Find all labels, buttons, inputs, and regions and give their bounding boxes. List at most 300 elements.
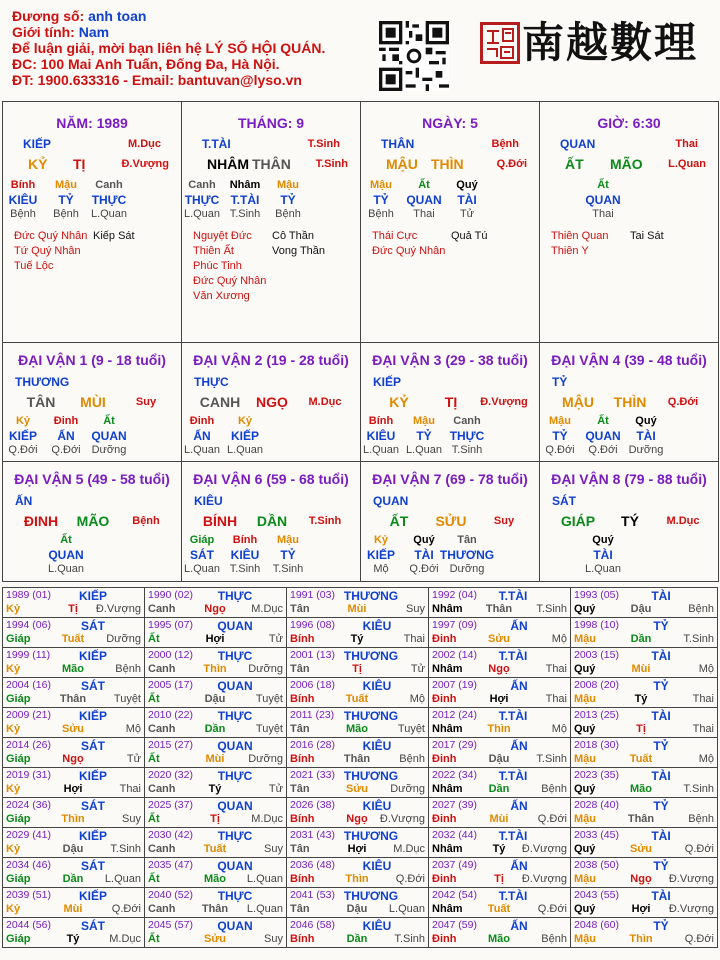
luck-stem: ẤT	[389, 513, 409, 529]
luck-stem: CANH	[199, 394, 241, 410]
annual-phase: Bệnh	[115, 663, 141, 675]
annual-cell	[428, 707, 571, 738]
annual-year: 2009 (21)	[6, 709, 51, 721]
pillar-star: Thiên Y	[551, 245, 589, 257]
annual-cell	[286, 707, 429, 738]
annual-phase: Dưỡng	[390, 783, 425, 795]
luck-branch: DẦN	[256, 513, 288, 529]
annual-stem: Bính	[290, 693, 315, 705]
luck-period-title: ĐẠI VẬN 5 (49 - 58 tuổi)	[14, 471, 170, 487]
annual-ten-god: QUAN	[217, 619, 253, 633]
hidden-stem: Mậu	[55, 179, 77, 191]
annual-phase: Dưỡng	[248, 663, 283, 675]
annual-stem: Tân	[290, 843, 310, 855]
annual-ten-god: KIÊU	[362, 739, 392, 753]
luck-phase: M.Dục	[666, 515, 700, 527]
annual-year: 2028 (40)	[574, 799, 619, 811]
hidden-phase: Bệnh	[53, 208, 79, 220]
annual-phase: Đ.Vượng	[521, 843, 567, 855]
gender-line	[12, 24, 372, 40]
annual-year: 1992 (04)	[432, 589, 477, 601]
pillar-phase: L.Quan	[668, 158, 706, 170]
annual-cell	[2, 617, 145, 648]
annual-ten-god: ẤN	[510, 799, 528, 813]
hidden-ten-god: TỶ	[280, 548, 296, 562]
annual-year: 2041 (53)	[290, 889, 335, 901]
annual-year: 2014 (26)	[6, 739, 51, 751]
pillar-stem-god: KIẾP	[23, 137, 52, 151]
annual-branch: Tuất	[61, 633, 85, 645]
annual-phase: T.Sinh	[683, 783, 714, 795]
hidden-phase: Q.Đới	[409, 563, 439, 575]
gender-label: Giới tính:	[12, 24, 75, 40]
luck-period-box	[539, 342, 719, 462]
annual-cell	[428, 857, 571, 888]
annual-branch: Tị	[68, 603, 78, 615]
annual-year: 2015 (27)	[148, 739, 193, 751]
luck-stem-god: KIÊU	[194, 494, 223, 508]
annual-ten-god: KIẾP	[78, 709, 108, 723]
annual-cell	[286, 857, 429, 888]
annual-phase: M.Dục	[393, 843, 425, 855]
annual-year: 2008 (20)	[574, 679, 619, 691]
luck-stem: BÍNH	[202, 513, 238, 529]
annual-branch: Thìn	[629, 933, 653, 945]
annual-ten-god: TỶ	[653, 859, 669, 873]
hidden-stem: Mậu	[549, 415, 571, 427]
annual-year: 2034 (46)	[6, 859, 51, 871]
annual-cell	[428, 797, 571, 828]
annual-phase: Bệnh	[688, 813, 714, 825]
annual-year: 1998 (10)	[574, 619, 619, 631]
hidden-ten-god: KIÊU	[230, 548, 260, 562]
annual-year: 2013 (25)	[574, 709, 619, 721]
annual-cell	[428, 917, 571, 948]
annual-phase: Bệnh	[541, 783, 567, 795]
annual-stem: Mậu	[574, 633, 596, 645]
annual-ten-god: SÁT	[81, 919, 105, 933]
annual-ten-god: TỶ	[653, 919, 669, 933]
hidden-ten-god: TỶ	[58, 193, 74, 207]
hidden-phase: Mộ	[373, 563, 389, 575]
annual-phase: Suy	[406, 603, 425, 615]
annual-stem: Canh	[148, 843, 176, 855]
annual-stem: Kỷ	[6, 903, 21, 915]
luck-branch: NGỌ	[256, 394, 288, 410]
hidden-phase: L.Quan	[584, 563, 622, 575]
annual-branch: Tý	[634, 693, 648, 705]
annual-branch: Sửu	[629, 843, 653, 855]
pillar-title: GIỜ: 6:30	[597, 115, 661, 131]
annual-phase: T.Sinh	[683, 633, 714, 645]
annual-branch: Dần	[62, 873, 84, 885]
hidden-stem: Tân	[457, 534, 477, 546]
annual-cell	[570, 857, 718, 888]
annual-cell	[144, 767, 287, 798]
annual-branch: Sửu	[345, 783, 369, 795]
luck-stem-god: THỰC	[194, 375, 229, 389]
hidden-phase: T.Sinh	[451, 444, 483, 456]
pillar-star: Nguyệt Đức	[193, 230, 252, 242]
annual-phase: Dưỡng	[106, 633, 141, 645]
annual-branch: Ngọ	[630, 873, 652, 885]
annual-cell	[286, 617, 429, 648]
hidden-ten-god: QUAN	[48, 548, 84, 562]
annual-ten-god: KIÊU	[362, 919, 392, 933]
annual-ten-god: KIÊU	[362, 799, 392, 813]
annual-branch: Tị	[352, 663, 362, 675]
hidden-stem: Quý	[635, 415, 657, 427]
annual-branch: Ngọ	[346, 813, 368, 825]
pillar-star: Văn Xương	[193, 290, 250, 302]
pillar-star-negative: Tai Sát	[630, 230, 664, 242]
annual-branch: Sửu	[203, 933, 227, 945]
annual-branch: Thìn	[487, 723, 511, 735]
annual-cell	[570, 617, 718, 648]
annual-ten-god: ẤN	[510, 919, 528, 933]
header-info	[12, 8, 372, 88]
annual-cell	[144, 827, 287, 858]
annual-branch: Dần	[204, 723, 226, 735]
annual-branch: Mão	[62, 663, 84, 675]
hidden-stem: Giáp	[189, 534, 215, 546]
annual-ten-god: THỰC	[217, 649, 253, 663]
annual-year: 2030 (42)	[148, 829, 193, 841]
luck-period-title: ĐẠI VẬN 8 (79 - 88 tuổi)	[551, 471, 707, 487]
pillar-star-negative: Cô Thần	[272, 230, 314, 242]
hidden-phase: L.Quan	[183, 563, 221, 575]
hidden-phase: Thai	[592, 208, 614, 220]
annual-cell	[2, 857, 145, 888]
hidden-stem: Bính	[10, 179, 36, 191]
annual-year: 2002 (14)	[432, 649, 477, 661]
annual-stem: Ất	[148, 753, 160, 765]
hidden-stem: Ất	[418, 179, 430, 191]
annual-ten-god: THỰC	[217, 889, 253, 903]
annual-phase: Tuyệt	[255, 693, 283, 705]
annual-phase: Q.Đới	[684, 933, 714, 945]
pillar-star-negative: Vong Thần	[272, 245, 326, 257]
annual-ten-god: ẤN	[510, 859, 528, 873]
annual-year: 2043 (55)	[574, 889, 619, 901]
annual-cell	[144, 647, 287, 678]
annual-cell	[570, 827, 718, 858]
annual-phase: T.Sinh	[536, 753, 567, 765]
annual-phase: Đ.Vượng	[668, 873, 714, 885]
hidden-phase: L.Quan	[183, 208, 221, 220]
annual-cell	[144, 587, 287, 618]
annual-phase: Đ.Vượng	[668, 903, 714, 915]
annual-branch: Mão	[346, 723, 368, 735]
luck-phase: Suy	[493, 515, 515, 527]
annual-stem: Mậu	[574, 753, 596, 765]
hidden-stem: Canh	[453, 415, 481, 427]
annual-stem: Bính	[290, 753, 315, 765]
luck-phase: Bệnh	[132, 515, 160, 527]
annual-ten-god: T.TÀI	[498, 709, 528, 723]
annual-ten-god: TÀI	[651, 829, 671, 843]
pillar-box	[2, 101, 182, 343]
annual-ten-god: SÁT	[81, 739, 105, 753]
hidden-phase: Thai	[413, 208, 435, 220]
annual-stem: Nhâm	[432, 603, 463, 615]
annual-phase: Q.Đới	[537, 813, 567, 825]
annual-year: 2035 (47)	[148, 859, 193, 871]
annual-ten-god: THỰC	[217, 769, 253, 783]
annual-cell	[144, 677, 287, 708]
annual-cell	[2, 677, 145, 708]
annual-branch: Dậu	[204, 693, 226, 705]
hidden-ten-god: KIÊU	[366, 429, 396, 443]
pillar-branch: THÌN	[431, 156, 464, 172]
hidden-ten-god: ẤN	[193, 429, 211, 443]
hidden-phase: Bệnh	[275, 208, 301, 220]
annual-stem: Giáp	[6, 753, 31, 765]
annual-ten-god: T.TÀI	[498, 829, 528, 843]
annual-year: 1990 (02)	[148, 589, 193, 601]
pillar-box	[539, 101, 719, 343]
annual-phase: Suy	[264, 843, 283, 855]
pillar-stem: KỶ	[28, 156, 48, 172]
annual-ten-god: TỶ	[653, 739, 669, 753]
annual-year: 2047 (59)	[432, 919, 477, 931]
luck-stem: ĐINH	[23, 513, 59, 529]
annual-year: 2031 (43)	[290, 829, 335, 841]
annual-phase: Mộ	[125, 723, 141, 735]
hidden-phase: L.Quan	[226, 444, 264, 456]
annual-branch: Mão	[204, 873, 226, 885]
annual-ten-god: THƯƠNG	[343, 829, 399, 843]
annual-cell	[286, 887, 429, 918]
hidden-phase: Tử	[459, 208, 475, 220]
annual-stem: Quý	[574, 783, 596, 795]
annual-cell	[428, 647, 571, 678]
annual-branch: Tị	[210, 813, 220, 825]
hidden-stem: Bính	[232, 534, 258, 546]
four-pillars-section	[2, 101, 718, 343]
annual-phase: Bệnh	[399, 753, 425, 765]
hidden-stem: Mậu	[277, 179, 299, 191]
annual-stem: Kỷ	[6, 603, 21, 615]
annual-ten-god: QUAN	[217, 799, 253, 813]
luck-period-box	[539, 461, 719, 582]
hidden-stem: Bính	[368, 415, 394, 427]
contact-intro: Để luận giải, mời bạn liên hệ LÝ SỐ HỘI QUÁN.	[12, 40, 326, 56]
pillar-phase: Q.Đới	[496, 158, 527, 170]
annual-stem: Bính	[290, 933, 315, 945]
annual-phase: T.Sinh	[536, 603, 567, 615]
annual-cell	[570, 707, 718, 738]
annual-year: 1989 (01)	[6, 589, 51, 601]
annual-branch: Thìn	[203, 663, 227, 675]
annual-year: 1994 (06)	[6, 619, 51, 631]
annual-branch: Mùi	[205, 753, 225, 765]
annual-cell	[144, 617, 287, 648]
annual-stem: Giáp	[6, 693, 31, 705]
annual-ten-god: SÁT	[81, 619, 105, 633]
annual-year: 2001 (13)	[290, 649, 335, 661]
annual-stem: Đinh	[432, 873, 457, 885]
annual-branch: Dần	[346, 933, 368, 945]
annual-year: 2042 (54)	[432, 889, 477, 901]
luck-phase: M.Dục	[308, 396, 342, 408]
annual-phase: Mộ	[409, 693, 425, 705]
luck-stem-god: SÁT	[552, 494, 576, 508]
annual-stem: Tân	[290, 903, 310, 915]
luck-period-title: ĐẠI VẬN 2 (19 - 28 tuổi)	[193, 352, 349, 368]
annual-branch: Dậu	[62, 843, 84, 855]
annual-ten-god: T.TÀI	[498, 889, 528, 903]
annual-phase: Mộ	[551, 723, 567, 735]
pillar-star: Tứ Quý Nhân	[14, 245, 81, 257]
annual-cell	[2, 587, 145, 618]
annual-cell	[570, 797, 718, 828]
hidden-stem: Quý	[592, 534, 614, 546]
luck-stem-god: ẤN	[15, 494, 33, 508]
hidden-phase: L.Quan	[47, 563, 85, 575]
pillar-phase-top: M.Dục	[128, 138, 161, 150]
annual-stem: Ất	[148, 933, 160, 945]
annual-phase: Tuyệt	[113, 693, 141, 705]
annual-cell	[570, 767, 718, 798]
pillar-branch: THÂN	[252, 156, 291, 172]
annual-ten-god: ẤN	[510, 619, 528, 633]
hidden-ten-god: KIẾP	[230, 429, 260, 443]
luck-stem-god: QUAN	[373, 494, 409, 508]
luck-period-title: ĐẠI VẬN 1 (9 - 18 tuổi)	[18, 352, 166, 368]
annual-ten-god: KIẾP	[78, 829, 108, 843]
seal-stamp-icon	[480, 22, 520, 64]
annual-phase: M.Dục	[109, 933, 141, 945]
pillar-star: Tuế Lộc	[14, 260, 54, 272]
hidden-ten-god: TỶ	[552, 429, 568, 443]
annual-stem: Quý	[574, 903, 596, 915]
annual-cell	[2, 767, 145, 798]
annual-phase: Tử	[268, 633, 283, 645]
annual-branch: Mão	[488, 933, 510, 945]
annual-stem: Tân	[290, 723, 310, 735]
annual-cell	[2, 887, 145, 918]
annual-phase: M.Dục	[251, 603, 283, 615]
annual-ten-god: ẤN	[510, 739, 528, 753]
annual-stem: Đinh	[432, 633, 457, 645]
pillar-branch: MÃO	[610, 156, 643, 172]
annual-year: 2039 (51)	[6, 889, 51, 901]
hidden-stem: Kỷ	[237, 415, 253, 427]
annual-year: 2048 (60)	[574, 919, 619, 931]
luck-stem: KỶ	[389, 394, 409, 410]
annual-stem: Mậu	[574, 813, 596, 825]
hidden-ten-god: QUAN	[406, 193, 442, 207]
hidden-phase: L.Quan	[90, 208, 128, 220]
pillar-box	[360, 101, 540, 343]
annual-stem: Bính	[290, 873, 315, 885]
annual-cell	[286, 647, 429, 678]
annual-cell	[428, 587, 571, 618]
hidden-stem: Kỷ	[15, 415, 31, 427]
annual-branch: Tị	[636, 723, 646, 735]
luck-period-box	[181, 461, 361, 582]
pillar-star: Phúc Tinh	[193, 260, 242, 272]
annual-stem: Mậu	[574, 873, 596, 885]
annual-stem: Kỷ	[6, 723, 21, 735]
hidden-ten-god: TỶ	[373, 193, 389, 207]
annual-ten-god: KIẾP	[78, 769, 108, 783]
annual-stem: Đinh	[432, 813, 457, 825]
annual-phase: Thai	[545, 663, 567, 675]
annual-year: 2012 (24)	[432, 709, 477, 721]
annual-branch: Hợi	[631, 903, 651, 915]
qr-code-icon[interactable]	[379, 21, 449, 91]
annual-phase: Tử	[410, 663, 425, 675]
luck-branch: MÃO	[76, 513, 110, 529]
annual-branch: Tuất	[345, 693, 369, 705]
hidden-ten-god: THỰC	[449, 429, 485, 443]
hidden-stem: Đinh	[189, 415, 215, 427]
annual-branch: Thìn	[345, 873, 369, 885]
hidden-stem: Canh	[95, 179, 123, 191]
pillar-star-negative: Quả Tú	[451, 230, 488, 242]
hidden-phase: Dưỡng	[449, 563, 485, 575]
annual-cell	[428, 737, 571, 768]
hidden-ten-god: TỶ	[416, 429, 432, 443]
luck-branch: SỬU	[435, 513, 467, 529]
annual-ten-god: SÁT	[81, 799, 105, 813]
annual-ten-god: THƯƠNG	[343, 589, 399, 603]
annual-stem: Bính	[290, 813, 315, 825]
annual-cell	[428, 827, 571, 858]
annual-cell	[144, 857, 287, 888]
annual-stem: Nhâm	[432, 783, 463, 795]
annual-year: 2007 (19)	[432, 679, 477, 691]
pillar-box	[181, 101, 361, 343]
annual-year: 1991 (03)	[290, 589, 335, 601]
hidden-ten-god: TỶ	[280, 193, 296, 207]
annual-branch: Mão	[630, 783, 652, 795]
annual-cell	[2, 827, 145, 858]
annual-branch: Thân	[343, 753, 371, 765]
pillar-stem-god: T.TÀI	[202, 137, 231, 151]
annual-year: 1996 (08)	[290, 619, 335, 631]
pillar-phase: Đ.Vượng	[121, 158, 169, 170]
annual-cell	[2, 917, 145, 948]
annual-stem: Giáp	[6, 873, 31, 885]
annual-phase: Dưỡng	[248, 753, 283, 765]
hidden-phase: Q.Đới	[51, 444, 81, 456]
annual-branch: Thân	[627, 813, 655, 825]
brand-logo: 南越數理	[522, 18, 699, 67]
annual-phase: Thai	[545, 693, 567, 705]
annual-year: 2033 (45)	[574, 829, 619, 841]
annual-ten-god: SÁT	[81, 859, 105, 873]
annual-stem: Kỷ	[6, 783, 21, 795]
annual-year: 2020 (32)	[148, 769, 193, 781]
annual-year: 2045 (57)	[148, 919, 193, 931]
annual-year: 2040 (52)	[148, 889, 193, 901]
annual-phase: Bệnh	[688, 603, 714, 615]
annual-stem: Đinh	[432, 933, 457, 945]
hidden-stem: Mậu	[277, 534, 299, 546]
annual-cell	[144, 917, 287, 948]
annual-phase: Tuyệt	[255, 723, 283, 735]
annual-cell	[144, 887, 287, 918]
annual-stem: Canh	[148, 903, 176, 915]
annual-cell	[144, 797, 287, 828]
annual-phase: T.Sinh	[110, 843, 141, 855]
annual-year: 2022 (34)	[432, 769, 477, 781]
annual-ten-god: QUAN	[217, 859, 253, 873]
hidden-phase: L.Quan	[183, 444, 221, 456]
